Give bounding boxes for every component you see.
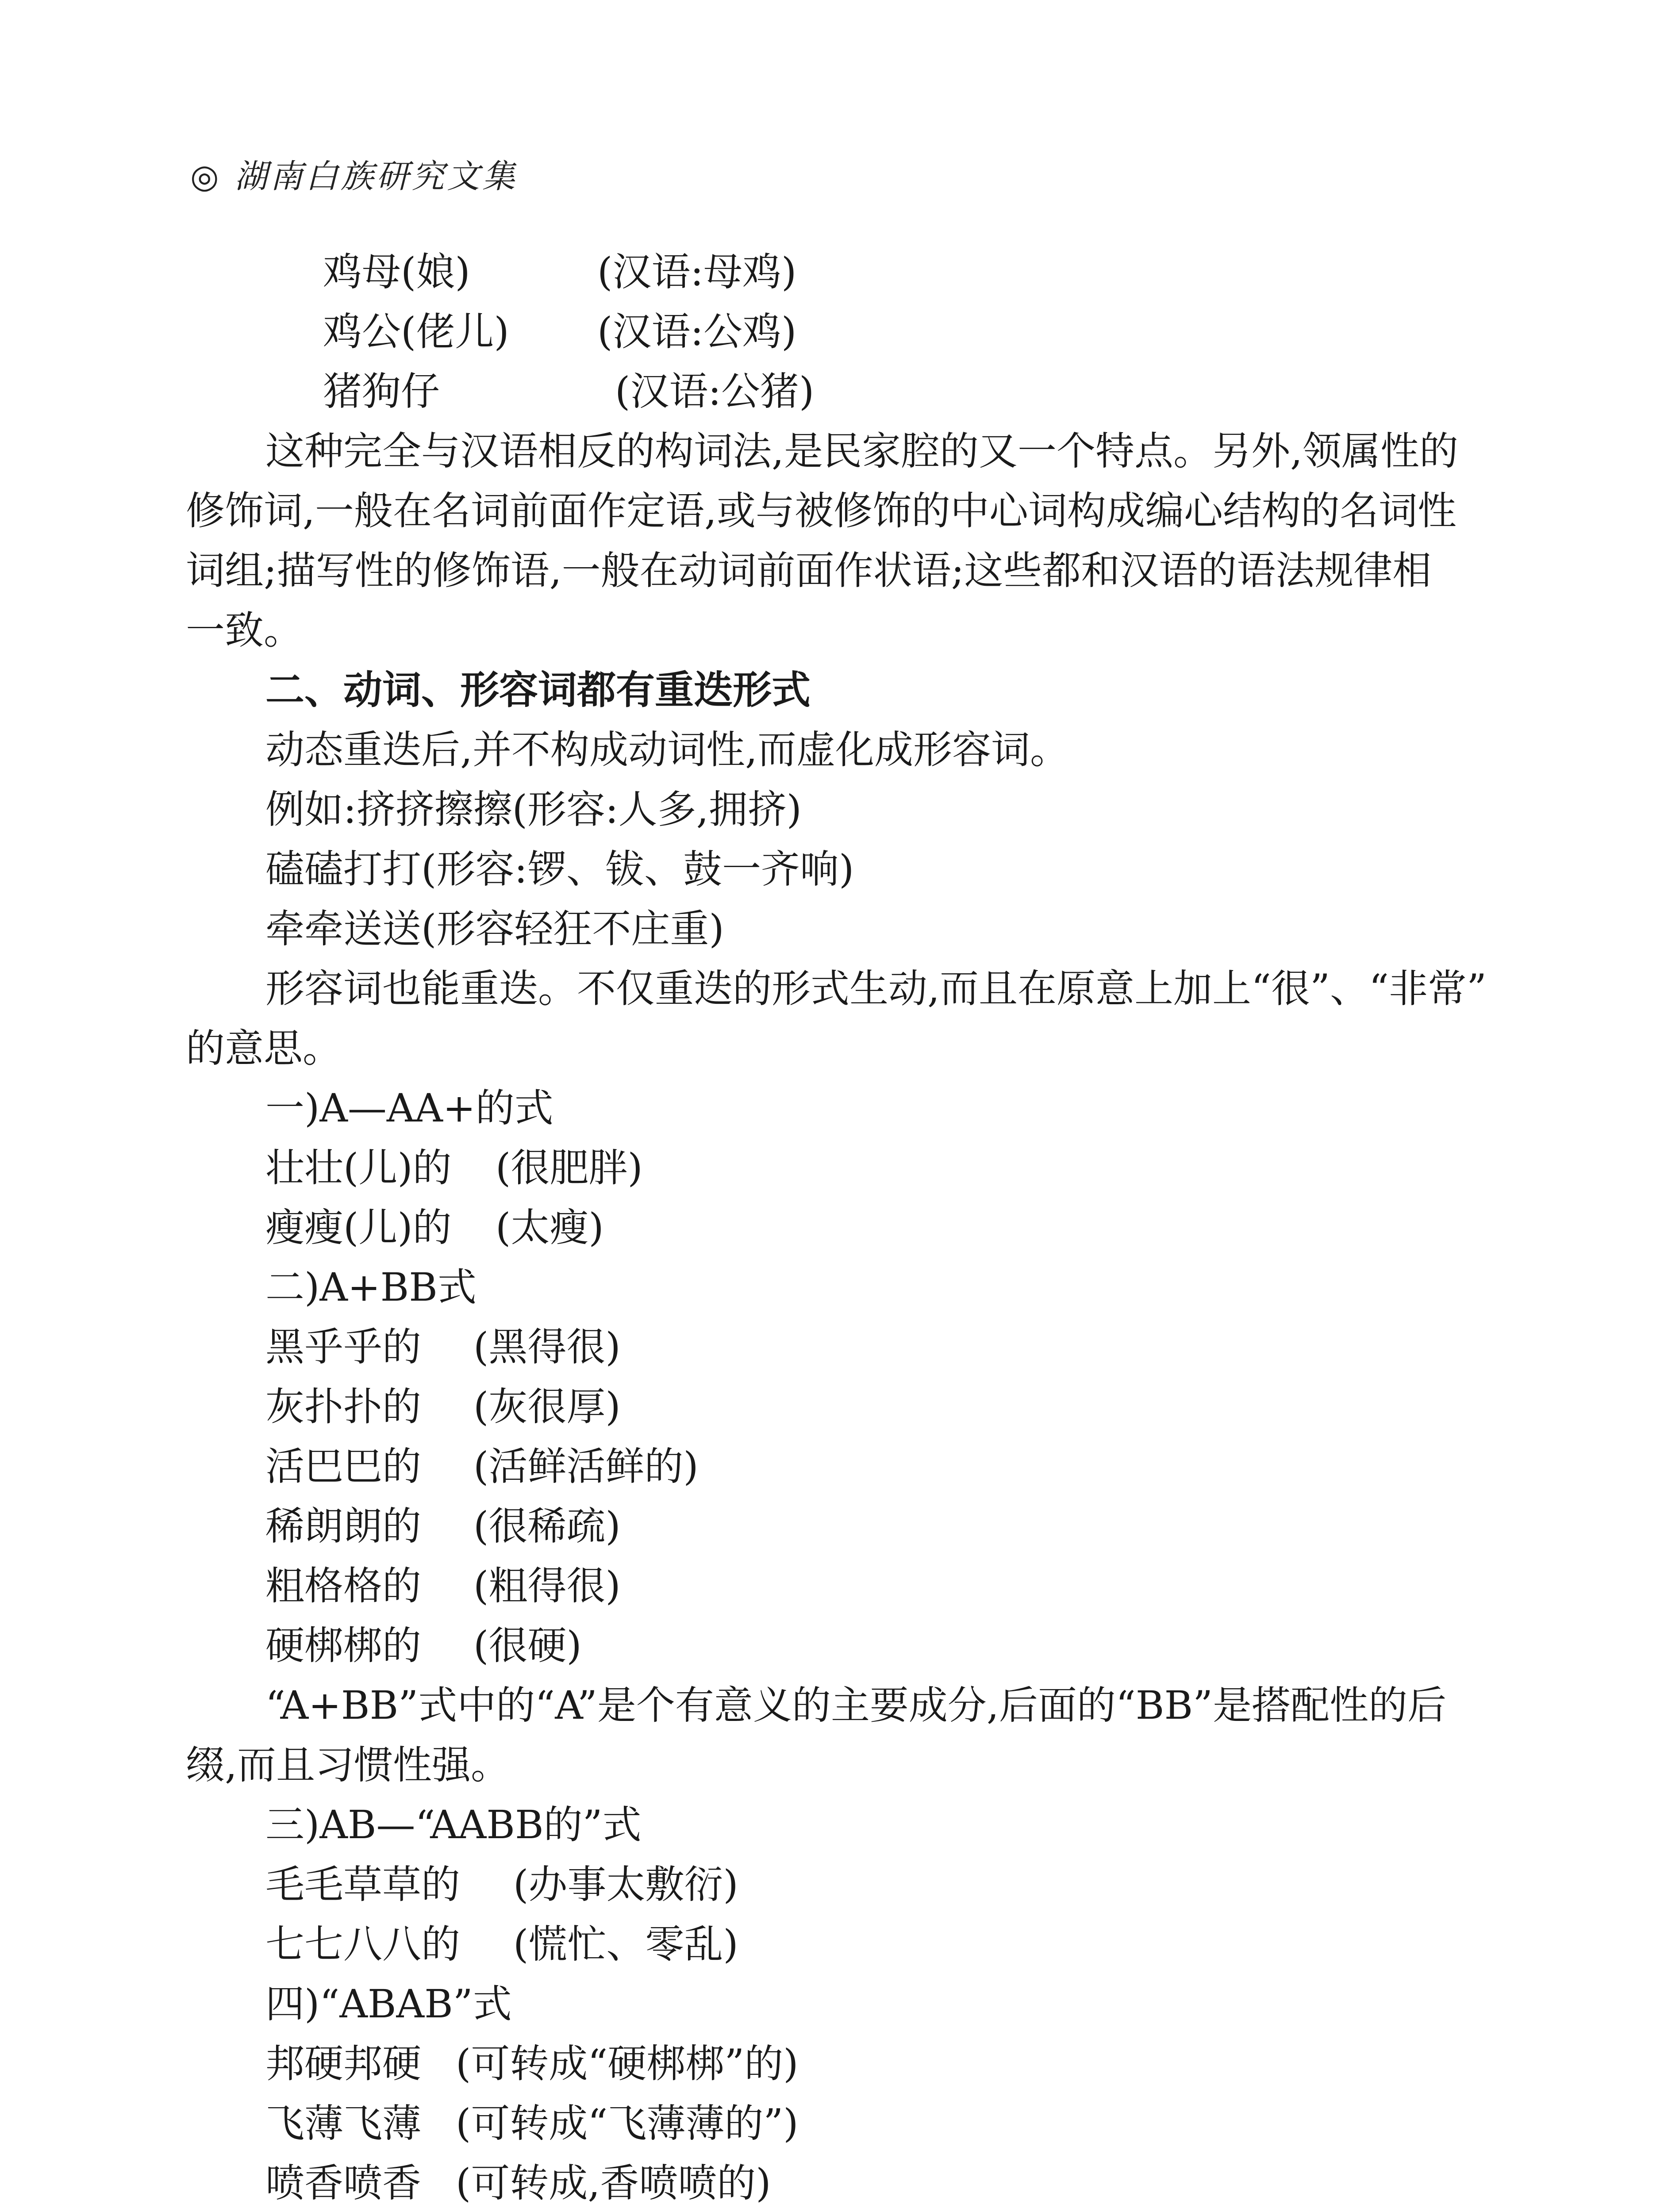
verb-example: 例如:挤挤擦擦(形容:人多,拥挤) <box>265 787 802 832</box>
section-heading: 二、动词、形容词都有重迭形式 <box>265 667 811 713</box>
running-header: ◎ 湖南白族研究文集 <box>190 157 518 196</box>
paragraph-line: 的意思。 <box>186 1025 342 1071</box>
pattern-row <box>265 2097 799 2150</box>
pattern-row <box>265 1141 643 1194</box>
example-gloss: (汉语:公鸡) <box>597 309 797 354</box>
paragraph-line: 形容词也能重迭。不仅重迭的形式生动,而且在原意上加上“很”、“非常” <box>265 966 1487 1011</box>
pattern-term: 喷香喷香 <box>265 2160 422 2206</box>
pattern-gloss: (活鲜活鲜的) <box>473 1444 699 1489</box>
pattern-term: 毛毛草草的 <box>265 1862 461 1907</box>
example-term: 鸡母(娘) <box>323 249 470 295</box>
pattern-gloss: (很硬) <box>473 1623 582 1668</box>
pattern-gloss: (灰很厚) <box>473 1384 621 1429</box>
example-gloss: (汉语:母鸡) <box>597 249 797 295</box>
pattern-title: 一)A—AA+的式 <box>265 1085 553 1131</box>
pattern-gloss: (慌忙、零乱) <box>513 1921 738 1967</box>
pattern-title: 四)“ABAB”式 <box>265 1981 512 2027</box>
pattern-gloss: (很稀疏) <box>473 1503 621 1549</box>
pattern-term: 稀朗朗的 <box>265 1503 422 1549</box>
pattern-row <box>265 1321 621 1374</box>
pattern-title: 二)A+BB式 <box>265 1264 477 1310</box>
pattern-term: 黑乎乎的 <box>265 1324 422 1370</box>
pattern-row <box>265 1559 621 1613</box>
paragraph-line: 这种完全与汉语相反的构词法,是民家腔的又一个特点。另外,领属性的 <box>265 428 1458 474</box>
example-term: 猪狗仔 <box>323 369 440 414</box>
example-row <box>323 305 797 358</box>
pattern-term: 活巴巴的 <box>265 1444 422 1489</box>
pattern-term: 瘦瘦(儿)的 <box>265 1205 452 1250</box>
pattern-row <box>265 1619 582 1672</box>
paragraph-line: 一致。 <box>186 607 303 653</box>
pattern-row <box>265 2157 771 2210</box>
verb-example: 磕磕打打(形容:锣、钹、鼓一齐响) <box>265 846 854 892</box>
paragraph-line: 修饰词,一般在名词前面作定语,或与被修饰的中心词构成编心结构的名词性 <box>186 488 1457 534</box>
paragraph-line: 动态重迭后,并不构成动词性,而虚化成形容词。 <box>265 727 1069 772</box>
example-row <box>323 246 797 299</box>
pattern-term: 壮壮(儿)的 <box>265 1145 452 1190</box>
pattern-term: 粗格格的 <box>265 1563 422 1609</box>
pattern-title: 三)AB—“AABB的”式 <box>265 1802 642 1847</box>
paragraph-line: 缀,而且习惯性强。 <box>186 1742 510 1788</box>
pattern-term: 灰扑扑的 <box>265 1384 422 1429</box>
pattern-gloss: (黑得很) <box>473 1324 621 1370</box>
pattern-gloss: (粗得很) <box>473 1563 621 1609</box>
pattern-row <box>265 1440 699 1493</box>
pattern-row <box>265 2037 799 2090</box>
pattern-gloss: (可转成“硬梆梆”的) <box>456 2041 799 2086</box>
example-term: 鸡公(佬儿) <box>323 309 509 354</box>
pattern-term: 七七八八的 <box>265 1921 461 1967</box>
pattern-gloss: (办事太敷衍) <box>513 1862 738 1907</box>
pattern-row <box>265 1858 738 1911</box>
pattern-row <box>265 1918 738 1971</box>
pattern-term: 硬梆梆的 <box>265 1623 422 1668</box>
pattern-term: 邦硬邦硬 <box>265 2041 422 2086</box>
pattern-row <box>265 1201 604 1254</box>
pattern-row <box>265 1500 621 1553</box>
verb-example: 牵牵送送(形容轻狂不庄重) <box>265 906 724 952</box>
pattern-gloss: (很肥胖) <box>496 1145 643 1190</box>
pattern-gloss: (可转成“飞薄薄的”) <box>456 2101 799 2146</box>
paragraph-line: “A+BB”式中的“A”是个有意义的主要成分,后面的“BB”是搭配性的后 <box>265 1682 1447 1728</box>
pattern-gloss: (可转成,香喷喷的) <box>456 2160 771 2206</box>
example-gloss: (汉语:公猪) <box>615 369 815 414</box>
pattern-term: 飞薄飞薄 <box>265 2101 422 2146</box>
example-row <box>323 365 815 418</box>
pattern-gloss: (太瘦) <box>496 1205 604 1250</box>
pattern-row <box>265 1380 621 1433</box>
paragraph-line: 词组;描写性的修饰语,一般在动词前面作状语;这些都和汉语的语法规律相 <box>186 548 1432 593</box>
